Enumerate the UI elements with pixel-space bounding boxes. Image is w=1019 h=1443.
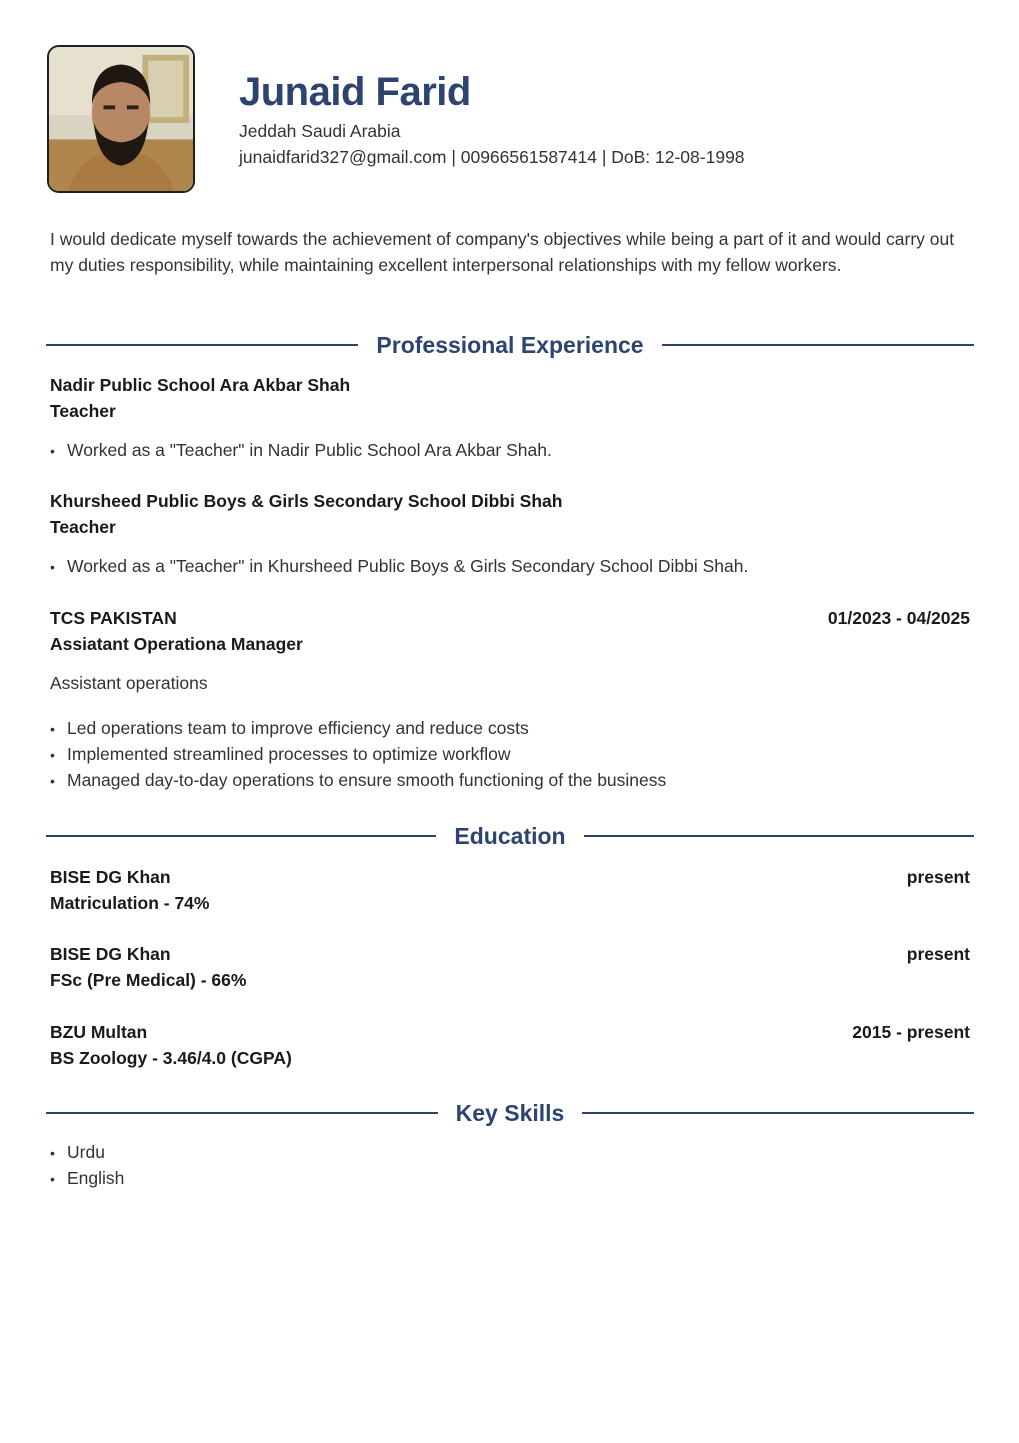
bullet-text: Implemented streamlined processes to optimize workflow bbox=[67, 744, 511, 764]
contact-info: junaidfarid327@gmail.com | 00966561587414 | DoB: 12-08-1998 bbox=[239, 147, 745, 167]
edu-degree: BS Zoology - 3.46/4.0 (CGPA) bbox=[50, 1048, 292, 1068]
bullet-glyph: • bbox=[50, 443, 55, 459]
divider bbox=[46, 344, 358, 346]
divider bbox=[46, 1112, 438, 1114]
skill-text: Urdu bbox=[67, 1142, 105, 1162]
list-item bbox=[50, 718, 529, 740]
section-education bbox=[46, 821, 974, 851]
edu-degree: FSc (Pre Medical) - 66% bbox=[50, 970, 247, 990]
bullet-glyph: • bbox=[50, 721, 55, 737]
skill-text: English bbox=[67, 1168, 125, 1188]
bullet-glyph: • bbox=[50, 773, 55, 789]
job-role: Teacher bbox=[50, 517, 116, 537]
bullet-text: Led operations team to improve efficiency and reduce costs bbox=[67, 718, 529, 738]
list-item bbox=[50, 1142, 105, 1164]
list-item bbox=[50, 744, 511, 766]
job-dates: 01/2023 - 04/2025 bbox=[827, 608, 970, 628]
divider bbox=[582, 1112, 974, 1114]
list-item bbox=[50, 770, 666, 792]
edu-institution: BISE DG Khan bbox=[50, 944, 171, 964]
edu-dates: 2015 - present bbox=[852, 1022, 970, 1042]
job-company: Khursheed Public Boys & Girls Secondary School Dibbi Shah bbox=[50, 491, 563, 511]
bullet-glyph: • bbox=[50, 1145, 55, 1161]
edu-institution: BISE DG Khan bbox=[50, 867, 171, 887]
edu-institution: BZU Multan bbox=[50, 1022, 148, 1042]
job-role: Teacher bbox=[50, 401, 116, 421]
candidate-name: Junaid Farid bbox=[239, 70, 471, 114]
edu-dates: present bbox=[906, 944, 970, 964]
job-description: Assistant operations bbox=[50, 673, 208, 693]
job-role: Assiatant Operationa Manager bbox=[50, 634, 303, 654]
profile-photo bbox=[47, 45, 195, 193]
bullet-glyph: • bbox=[50, 747, 55, 763]
job-company: Nadir Public School Ara Akbar Shah bbox=[50, 375, 351, 395]
divider bbox=[662, 344, 974, 346]
list-item bbox=[50, 1168, 124, 1190]
list-item bbox=[50, 556, 748, 578]
location: Jeddah Saudi Arabia bbox=[239, 121, 401, 141]
bullet-glyph: • bbox=[50, 1171, 55, 1187]
job-company: TCS PAKISTAN bbox=[50, 608, 177, 628]
section-title: Key Skills bbox=[455, 1099, 565, 1126]
divider bbox=[584, 835, 974, 837]
section-title: Education bbox=[454, 822, 566, 849]
edu-degree: Matriculation - 74% bbox=[50, 893, 210, 913]
bullet-text: Worked as a "Teacher" in Nadir Public School Ara Akbar Shah. bbox=[67, 440, 552, 460]
bullet-text: Worked as a "Teacher" in Khursheed Public Boys & Girls Secondary School Dibbi Shah. bbox=[67, 556, 749, 576]
divider bbox=[46, 835, 436, 837]
section-skills bbox=[46, 1098, 974, 1128]
section-experience bbox=[46, 330, 974, 360]
section-title: Professional Experience bbox=[376, 331, 644, 358]
summary: I would dedicate myself towards the achievement of company's objectives while being a part of it and would carry out my duties responsibility, while maintaining excellent interpersonal relationships with my fellow workers. bbox=[50, 229, 955, 275]
bullet-glyph: • bbox=[50, 559, 55, 575]
bullet-text: Managed day-to-day operations to ensure smooth functioning of the business bbox=[67, 770, 667, 790]
list-item bbox=[50, 440, 552, 462]
edu-dates: present bbox=[906, 867, 970, 887]
